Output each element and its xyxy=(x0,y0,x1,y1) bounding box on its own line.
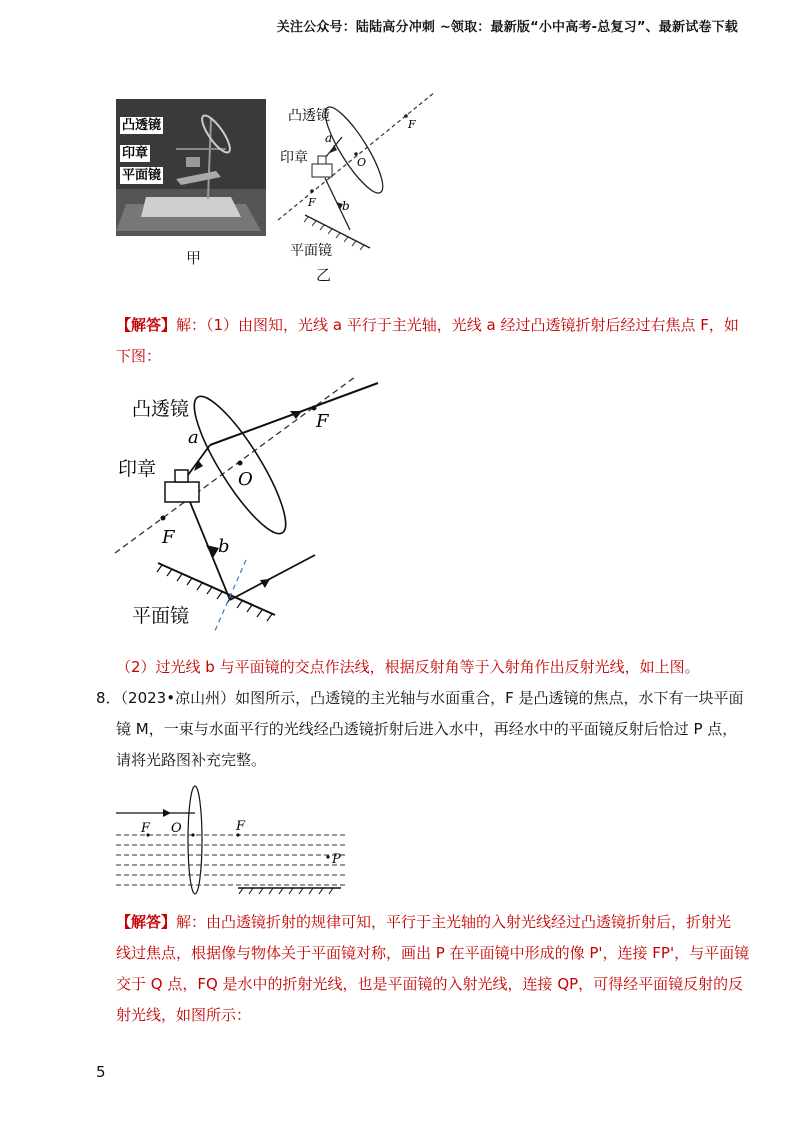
yi-label-stamp: 印章 xyxy=(280,150,308,166)
question8-line3: 请将光路图补充完整。 xyxy=(116,751,267,769)
answer8-tag: 【解答】 xyxy=(116,913,177,931)
yi-label-a: a xyxy=(325,131,333,145)
answer-label-mirror: 平面镜 xyxy=(132,605,190,627)
yi-label-O: O xyxy=(357,156,367,169)
answer8-line2: 线过焦点，根据像与物体关于平面镜对称，画出 P 在平面镜中形成的像 P'，连接 FP'，与平面镜 xyxy=(116,944,750,962)
answer8-line1 xyxy=(116,907,731,938)
answer-label-b: b xyxy=(218,536,230,557)
photo-label-mirror: 平面镜 xyxy=(122,168,162,183)
page-number: 5 xyxy=(96,1063,106,1081)
caption-jia: 甲 xyxy=(186,249,202,267)
q8-label-O: O xyxy=(171,821,182,836)
photo-label-stamp: 印章 xyxy=(122,146,149,161)
answer1-text: 解：（1）由图知，光线 a 平行于主光轴，光线 a 经过凸透镜折射后经过右焦点 F，如 xyxy=(176,316,739,334)
yi-label-F-left: F xyxy=(308,196,316,209)
page-header: 关注公众号：陆陆高分冲刺 ~领取：最新版“小中高考-总复习”、最新试卷下载 xyxy=(276,20,738,35)
q8-label-F-right: F xyxy=(236,819,246,834)
answer8-text: 解：由凸透镜折射的规律可知，平行于主光轴的入射光线经过凸透镜折射后，折射光 xyxy=(176,913,732,931)
yi-label-b: b xyxy=(342,199,350,213)
answer8-line4: 射光线，如图所示： xyxy=(116,1006,252,1024)
answer-label-F-right: F xyxy=(316,411,329,432)
caption-yi: 乙 xyxy=(316,266,332,284)
photo-label-lens: 凸透镜 xyxy=(122,118,162,133)
answer-label-a: a xyxy=(188,427,199,448)
answer-diagram xyxy=(110,375,410,640)
answer-label-lens: 凸透镜 xyxy=(132,398,190,420)
answer1-part2: （2）过光线 b 与平面镜的交点作法线，根据反射角等于入射角作出反射光线，如上图。 xyxy=(116,658,700,676)
yi-label-mirror: 平面镜 xyxy=(290,243,332,259)
answer8-line3: 交于 Q 点，FQ 是水中的折射光线，也是平面镜的入射光线，连接 QP，可得经平面镜反射的反 xyxy=(116,975,744,993)
answer1-line1 xyxy=(116,310,739,341)
answer-label-O: O xyxy=(238,469,253,490)
q8-label-F-left: F xyxy=(141,821,151,836)
answer-label-stamp: 印章 xyxy=(118,458,157,480)
yi-label-F-right: F xyxy=(408,118,416,131)
question8-line1: 8．（2023•凉山州）如图所示，凸透镜的主光轴与水面重合，F 是凸透镜的焦点，水下有一块平面 xyxy=(96,689,744,707)
answer1-tag: 【解答】 xyxy=(116,316,177,334)
diagram-yi xyxy=(270,90,470,290)
experiment-photo xyxy=(116,99,266,236)
q8-label-P: P xyxy=(332,852,341,867)
yi-label-lens: 凸透镜 xyxy=(288,108,330,124)
question8-line2: 镜 M，一束与水面平行的光线经凸透镜折射后进入水中，再经水中的平面镜反射后恰过 P 点， xyxy=(116,720,738,738)
answer1-line2: 下图： xyxy=(116,347,162,365)
answer-label-F-left: F xyxy=(162,527,175,548)
q8-diagram xyxy=(113,785,353,900)
